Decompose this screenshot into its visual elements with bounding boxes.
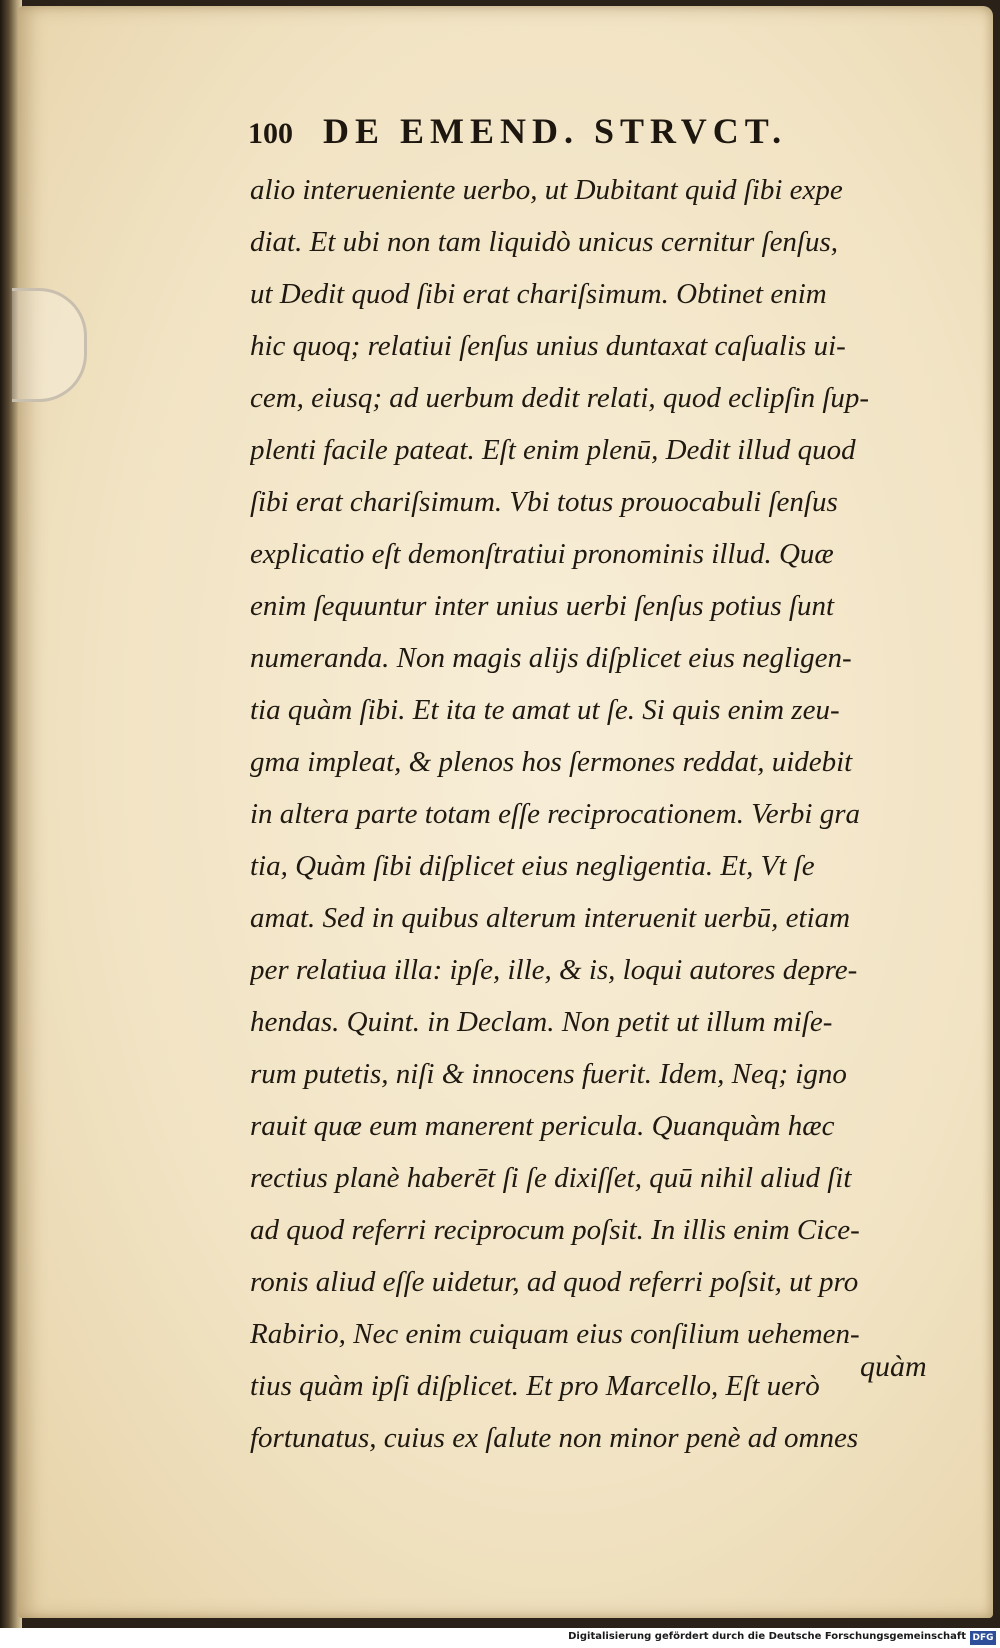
text-line: cem, eiusq; ad uerbum dedit relati, quod eclipſin ſup- (250, 382, 870, 414)
text-line: ad quod referri reciprocum poſsit. In illis enim Cice- (250, 1214, 860, 1246)
text-line: tius quàm ipſi diſplicet. Et pro Marcello, Eſt uerò (250, 1370, 820, 1402)
text-line: rauit quæ eum manerent pericula. Quanquàm hæc (250, 1110, 835, 1142)
text-line: ut Dedit quod ſibi erat chariſsimum. Obtinet enim (250, 278, 827, 310)
page-header (248, 110, 948, 162)
dfg-logo-icon: DFG (970, 1631, 996, 1645)
text-line: ronis aliud eſſe uidetur, ad quod referri poſsit, ut pro (250, 1266, 859, 1298)
catchword: quàm (860, 1350, 927, 1383)
text-line: per relatiua illa: ipſe, ille, & is, loqui autores depre- (250, 954, 858, 986)
text-line: numeranda. Non magis alijs diſplicet eius negligen- (250, 642, 852, 674)
text-line: fortunatus, cuius ex ſalute non minor penè ad omnes (250, 1422, 859, 1454)
text-line: in altera parte totam eſſe reciprocationem. Verbi gra (250, 798, 860, 830)
text-line: gma impleat, & plenos hos ſermones reddat, uidebit (250, 746, 853, 778)
footer-bar (0, 1628, 1000, 1648)
text-line: explicatio eſt demonſtratiui pronominis illud. Quæ (250, 538, 834, 570)
text-line: ſibi erat chariſsimum. Vbi totus prouocabuli ſenſus (250, 486, 838, 518)
text-line: alio interueniente uerbo, ut Dubitant quid ſibi expe (250, 174, 843, 206)
text-line: rum putetis, niſi & innocens fuerit. Idem, Neq; igno (250, 1058, 847, 1090)
page-number: 100 (248, 117, 293, 150)
text-line: hendas. Quint. in Declam. Non petit ut illum miſe- (250, 1006, 833, 1038)
running-head: DE EMEND. STRVCT. (323, 111, 788, 151)
text-line: hic quoq; relatiui ſenſus unius duntaxat caſualis ui- (250, 330, 846, 362)
text-line: rectius planè haberēt ſi ſe dixiſſet, quū nihil aliud ſit (250, 1162, 852, 1194)
text-line: amat. Sed in quibus alterum interuenit uerbū, etiam (250, 902, 851, 934)
text-line: enim ſequuntur inter unius uerbi ſenſus potius ſunt (250, 590, 835, 622)
text-line: diat. Et ubi non tam liquidò unicus cernitur ſenſus, (250, 226, 839, 258)
footer-credit: Digitalisierung gefördert durch die Deutsche Forschungsgemeinschaft (568, 1631, 966, 1642)
body-text (250, 164, 950, 1464)
text-line: plenti facile pateat. Eſt enim plenū, Dedit illud quod (250, 434, 856, 466)
text-line: tia, Quàm ſibi diſplicet eius negligentia. Et, Vt ſe (250, 850, 815, 882)
page-clip-icon (12, 288, 87, 402)
text-line: Rabirio, Nec enim cuiquam eius conſilium uehemen- (250, 1318, 860, 1350)
text-line: tia quàm ſibi. Et ita te amat ut ſe. Si quis enim zeu- (250, 694, 840, 726)
